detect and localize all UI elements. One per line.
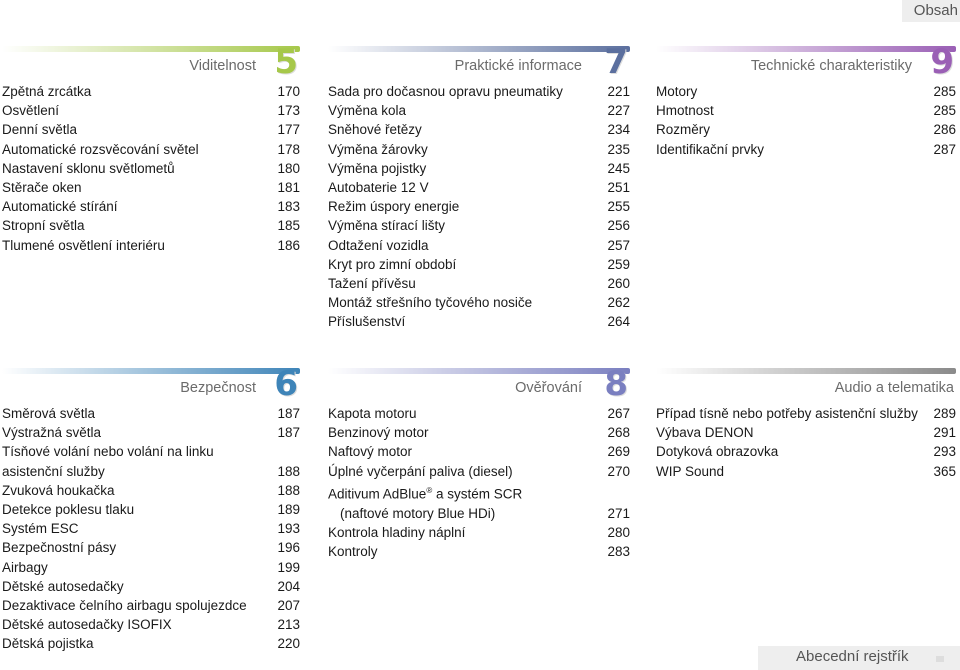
toc-row[interactable] bbox=[328, 542, 630, 561]
section-color-bar bbox=[328, 46, 630, 52]
toc-row[interactable] bbox=[328, 255, 630, 274]
toc-entry-label: Kapota motoru bbox=[328, 406, 417, 421]
toc-entry-label: Dotyková obrazovka bbox=[656, 444, 779, 460]
toc-row[interactable] bbox=[328, 293, 630, 312]
section-title[interactable]: Viditelnost bbox=[189, 58, 256, 74]
toc-row[interactable] bbox=[2, 538, 300, 557]
toc-entry-label: Stěrače oken bbox=[2, 180, 82, 196]
toc-entry-label: Případ tísně nebo potřeby asistenční služby bbox=[656, 406, 918, 421]
page-title: Obsah bbox=[902, 0, 960, 22]
toc-entry-page: 207 bbox=[277, 598, 300, 614]
toc-entry-page: 221 bbox=[607, 84, 630, 99]
toc-entry-page: 189 bbox=[277, 502, 300, 518]
toc-list bbox=[328, 404, 630, 561]
section-title[interactable]: Praktické informace bbox=[454, 58, 582, 74]
toc-entry-page: 271 bbox=[607, 505, 630, 521]
toc-entry-label: Tísňové volání nebo volání na linku bbox=[2, 444, 214, 460]
toc-row[interactable] bbox=[2, 140, 300, 159]
toc-entry-page: 180 bbox=[277, 160, 300, 176]
toc-row[interactable] bbox=[328, 236, 630, 255]
toc-entry-page: 235 bbox=[607, 141, 630, 157]
toc-entry-page: 255 bbox=[607, 199, 630, 215]
toc-entry-label: Výbava DENON bbox=[656, 425, 754, 441]
toc-row[interactable] bbox=[2, 236, 300, 255]
toc-entry-label: Výměna pojistky bbox=[328, 160, 427, 176]
toc-row[interactable] bbox=[2, 634, 300, 653]
toc-row[interactable] bbox=[328, 140, 630, 159]
toc-entry-label-line2: (naftové motory Blue HDi) bbox=[340, 505, 496, 521]
toc-list bbox=[328, 82, 630, 332]
toc-row[interactable] bbox=[328, 101, 630, 120]
toc-entry-label: Rozměry bbox=[656, 122, 711, 138]
toc-entry-page: 259 bbox=[607, 256, 630, 272]
toc-entry-label: Nastavení sklonu světlometů bbox=[2, 160, 175, 176]
toc-entry-page: 291 bbox=[933, 425, 956, 441]
toc-entry-label: Detekce poklesu tlaku bbox=[2, 502, 135, 518]
toc-entry-label-part: Aditivum AdBlue bbox=[328, 486, 427, 502]
toc-entry-label: Airbagy bbox=[2, 559, 48, 575]
toc-list bbox=[2, 82, 300, 255]
toc-entry-page: 289 bbox=[933, 406, 956, 421]
toc-row[interactable] bbox=[328, 82, 630, 101]
toc-entry-page: 280 bbox=[607, 524, 630, 540]
toc-row[interactable] bbox=[656, 82, 956, 101]
toc-entry-page: 270 bbox=[607, 463, 630, 479]
toc-row[interactable] bbox=[328, 197, 630, 216]
toc-entry-label-part: a systém SCR bbox=[432, 486, 523, 502]
toc-entry-page: 170 bbox=[277, 84, 300, 99]
toc-entry-label: Zpětná zrcátka bbox=[2, 84, 92, 99]
toc-entry-label: Automatické rozsvěcování světel bbox=[2, 141, 199, 157]
toc-entry-label: Tlumené osvětlení interiéru bbox=[2, 237, 165, 253]
toc-entry-page: 187 bbox=[277, 425, 300, 441]
toc-row[interactable] bbox=[656, 140, 956, 159]
toc-entry-label: Systém ESC bbox=[2, 521, 79, 537]
toc-entry-label: Kontrola hladiny náplní bbox=[328, 524, 466, 540]
toc-row[interactable] bbox=[328, 404, 630, 423]
toc-entry-label: Dětské autosedačky ISOFIX bbox=[2, 617, 172, 633]
section-color-bar bbox=[656, 368, 956, 374]
toc-entry-page: 227 bbox=[607, 103, 630, 119]
toc-entry-page: 187 bbox=[277, 406, 300, 421]
toc-entry-page: 188 bbox=[277, 463, 300, 479]
corner-marker bbox=[936, 656, 944, 662]
toc-row[interactable] bbox=[656, 404, 956, 423]
toc-row[interactable] bbox=[328, 120, 630, 139]
section-number: 7 bbox=[604, 42, 628, 82]
toc-row[interactable] bbox=[328, 442, 630, 461]
toc-entry-page: 188 bbox=[277, 482, 300, 498]
section-title[interactable]: Ověřování bbox=[515, 380, 582, 396]
toc-entry-label: Úplné vyčerpání paliva (diesel) bbox=[328, 463, 513, 479]
toc-entry-page: 234 bbox=[607, 122, 630, 138]
toc-row[interactable] bbox=[328, 216, 630, 235]
toc-entry-page: 285 bbox=[933, 84, 956, 99]
toc-row[interactable] bbox=[2, 404, 300, 423]
toc-entry-page: 365 bbox=[933, 463, 956, 479]
toc-entry-page: 256 bbox=[607, 218, 630, 234]
toc-entry-page: 196 bbox=[277, 540, 300, 556]
toc-entry-page: 283 bbox=[607, 543, 630, 559]
toc-list bbox=[2, 404, 300, 654]
toc-entry-label: Dezaktivace čelního airbagu spolujezdce bbox=[2, 598, 247, 614]
toc-entry-label: Motory bbox=[656, 84, 698, 99]
section-number: 9 bbox=[930, 42, 954, 82]
toc-entry-page: 260 bbox=[607, 276, 630, 292]
toc-row[interactable] bbox=[328, 462, 630, 481]
toc-entry-label: Denní světla bbox=[2, 122, 78, 138]
toc-entry-page: 183 bbox=[277, 199, 300, 215]
toc-row[interactable] bbox=[2, 481, 300, 500]
section-color-bar bbox=[328, 368, 630, 374]
toc-entry-label bbox=[328, 481, 522, 523]
toc-row[interactable] bbox=[656, 462, 956, 481]
toc-row[interactable] bbox=[328, 423, 630, 442]
toc-entry-label: Odtažení vozidla bbox=[328, 237, 429, 253]
section-title[interactable]: Audio a telematika bbox=[834, 380, 954, 396]
toc-row[interactable] bbox=[2, 615, 300, 634]
toc-row[interactable] bbox=[2, 577, 300, 596]
toc-entry-page: 286 bbox=[933, 122, 956, 138]
toc-row[interactable] bbox=[2, 442, 300, 461]
toc-row[interactable] bbox=[2, 423, 300, 442]
toc-entry-label: Autobaterie 12 V bbox=[328, 180, 429, 196]
toc-entry-page: 220 bbox=[277, 636, 300, 652]
toc-row[interactable] bbox=[2, 159, 300, 178]
toc-entry-page: 185 bbox=[277, 218, 300, 234]
toc-entry-page: 293 bbox=[933, 444, 956, 460]
section-title[interactable]: Technické charakteristiky bbox=[750, 58, 912, 74]
toc-entry-label: asistenční služby bbox=[2, 463, 105, 479]
toc-row[interactable] bbox=[2, 500, 300, 519]
toc-entry-label: Kryt pro zimní období bbox=[328, 256, 457, 272]
toc-entry-page: 262 bbox=[607, 295, 630, 311]
toc-entry-page: 268 bbox=[607, 425, 630, 441]
toc-entry-label: Hmotnost bbox=[656, 103, 714, 119]
section-color-bar bbox=[656, 46, 956, 52]
toc-list bbox=[656, 82, 956, 159]
toc-entry-page: 267 bbox=[607, 406, 630, 421]
toc-entry-page: 199 bbox=[277, 559, 300, 575]
section-color-bar bbox=[2, 368, 300, 374]
toc-row[interactable] bbox=[2, 82, 300, 101]
toc-entry-page: 269 bbox=[607, 444, 630, 460]
toc-row[interactable] bbox=[2, 216, 300, 235]
toc-row[interactable] bbox=[656, 442, 956, 461]
toc-entry-page: 177 bbox=[277, 122, 300, 138]
toc-row[interactable] bbox=[328, 159, 630, 178]
toc-row[interactable] bbox=[2, 596, 300, 615]
toc-entry-page: 285 bbox=[933, 103, 956, 119]
toc-entry-label: Automatické stírání bbox=[2, 199, 118, 215]
toc-entry-label: Výměna stírací lišty bbox=[328, 218, 446, 234]
toc-row[interactable] bbox=[328, 312, 630, 331]
toc-entry-label: Naftový motor bbox=[328, 444, 413, 460]
toc-row[interactable] bbox=[2, 178, 300, 197]
toc-row[interactable] bbox=[2, 462, 300, 481]
toc-row[interactable] bbox=[2, 519, 300, 538]
toc-entry-page: 287 bbox=[933, 141, 956, 157]
toc-entry-page: 173 bbox=[277, 103, 300, 119]
toc-entry-label: Identifikační prvky bbox=[656, 141, 765, 157]
section-number: 5 bbox=[274, 42, 298, 82]
toc-entry-label: Výstražná světla bbox=[2, 425, 102, 441]
section-number: 6 bbox=[274, 364, 298, 404]
section-title[interactable]: Bezpečnost bbox=[180, 380, 256, 396]
toc-row[interactable] bbox=[328, 523, 630, 542]
toc-entry-label: Osvětlení bbox=[2, 103, 60, 119]
toc-entry-label: Bezpečnostní pásy bbox=[2, 540, 117, 556]
toc-row[interactable] bbox=[2, 120, 300, 139]
toc-row[interactable] bbox=[2, 197, 300, 216]
registered-mark: ® bbox=[426, 485, 433, 495]
toc-row[interactable] bbox=[656, 120, 956, 139]
toc-entry-label: Směrová světla bbox=[2, 406, 96, 421]
toc-entry-label: Benzinový motor bbox=[328, 425, 429, 441]
toc-row[interactable] bbox=[656, 101, 956, 120]
toc-entry-label: Kontroly bbox=[328, 543, 378, 559]
toc-row[interactable] bbox=[2, 558, 300, 577]
index-link[interactable]: Abecední rejstřík bbox=[758, 646, 960, 670]
toc-row[interactable] bbox=[656, 423, 956, 442]
toc-entry-label: Výměna kola bbox=[328, 103, 407, 119]
toc-entry-page: 181 bbox=[277, 180, 300, 196]
toc-entry-label: Tažení přívěsu bbox=[328, 276, 416, 292]
toc-entry-label: Dětská pojistka bbox=[2, 636, 94, 652]
toc-entry-label: Dětské autosedačky bbox=[2, 578, 124, 594]
toc-entry-label: Sada pro dočasnou opravu pneumatiky bbox=[328, 84, 563, 99]
toc-entry-page: 213 bbox=[277, 617, 300, 633]
toc-list bbox=[656, 404, 956, 481]
toc-entry-page: 257 bbox=[607, 237, 630, 253]
section-number: 8 bbox=[604, 364, 628, 404]
toc-row[interactable] bbox=[2, 101, 300, 120]
toc-entry-label: Montáž střešního tyčového nosiče bbox=[328, 295, 533, 311]
toc-entry-page: 251 bbox=[607, 180, 630, 196]
toc-entry-label: Zvuková houkačka bbox=[2, 482, 115, 498]
toc-entry-label: Režim úspory energie bbox=[328, 199, 460, 215]
toc-entry-label: Příslušenství bbox=[328, 314, 406, 330]
toc-row[interactable] bbox=[328, 481, 630, 523]
section-color-bar bbox=[2, 46, 300, 52]
toc-entry-page: 193 bbox=[277, 521, 300, 537]
toc-entry-label: Sněhové řetězy bbox=[328, 122, 422, 138]
toc-row[interactable] bbox=[328, 178, 630, 197]
toc-entry-page: 178 bbox=[277, 141, 300, 157]
toc-entry-label: Stropní světla bbox=[2, 218, 85, 234]
toc-entry-page: 186 bbox=[277, 237, 300, 253]
toc-row[interactable] bbox=[328, 274, 630, 293]
toc-entry-page: 245 bbox=[607, 160, 630, 176]
toc-entry-label: Výměna žárovky bbox=[328, 141, 428, 157]
toc-entry-page: 264 bbox=[607, 314, 630, 330]
toc-entry-page: 204 bbox=[277, 578, 300, 594]
toc-entry-label: WIP Sound bbox=[656, 463, 725, 479]
